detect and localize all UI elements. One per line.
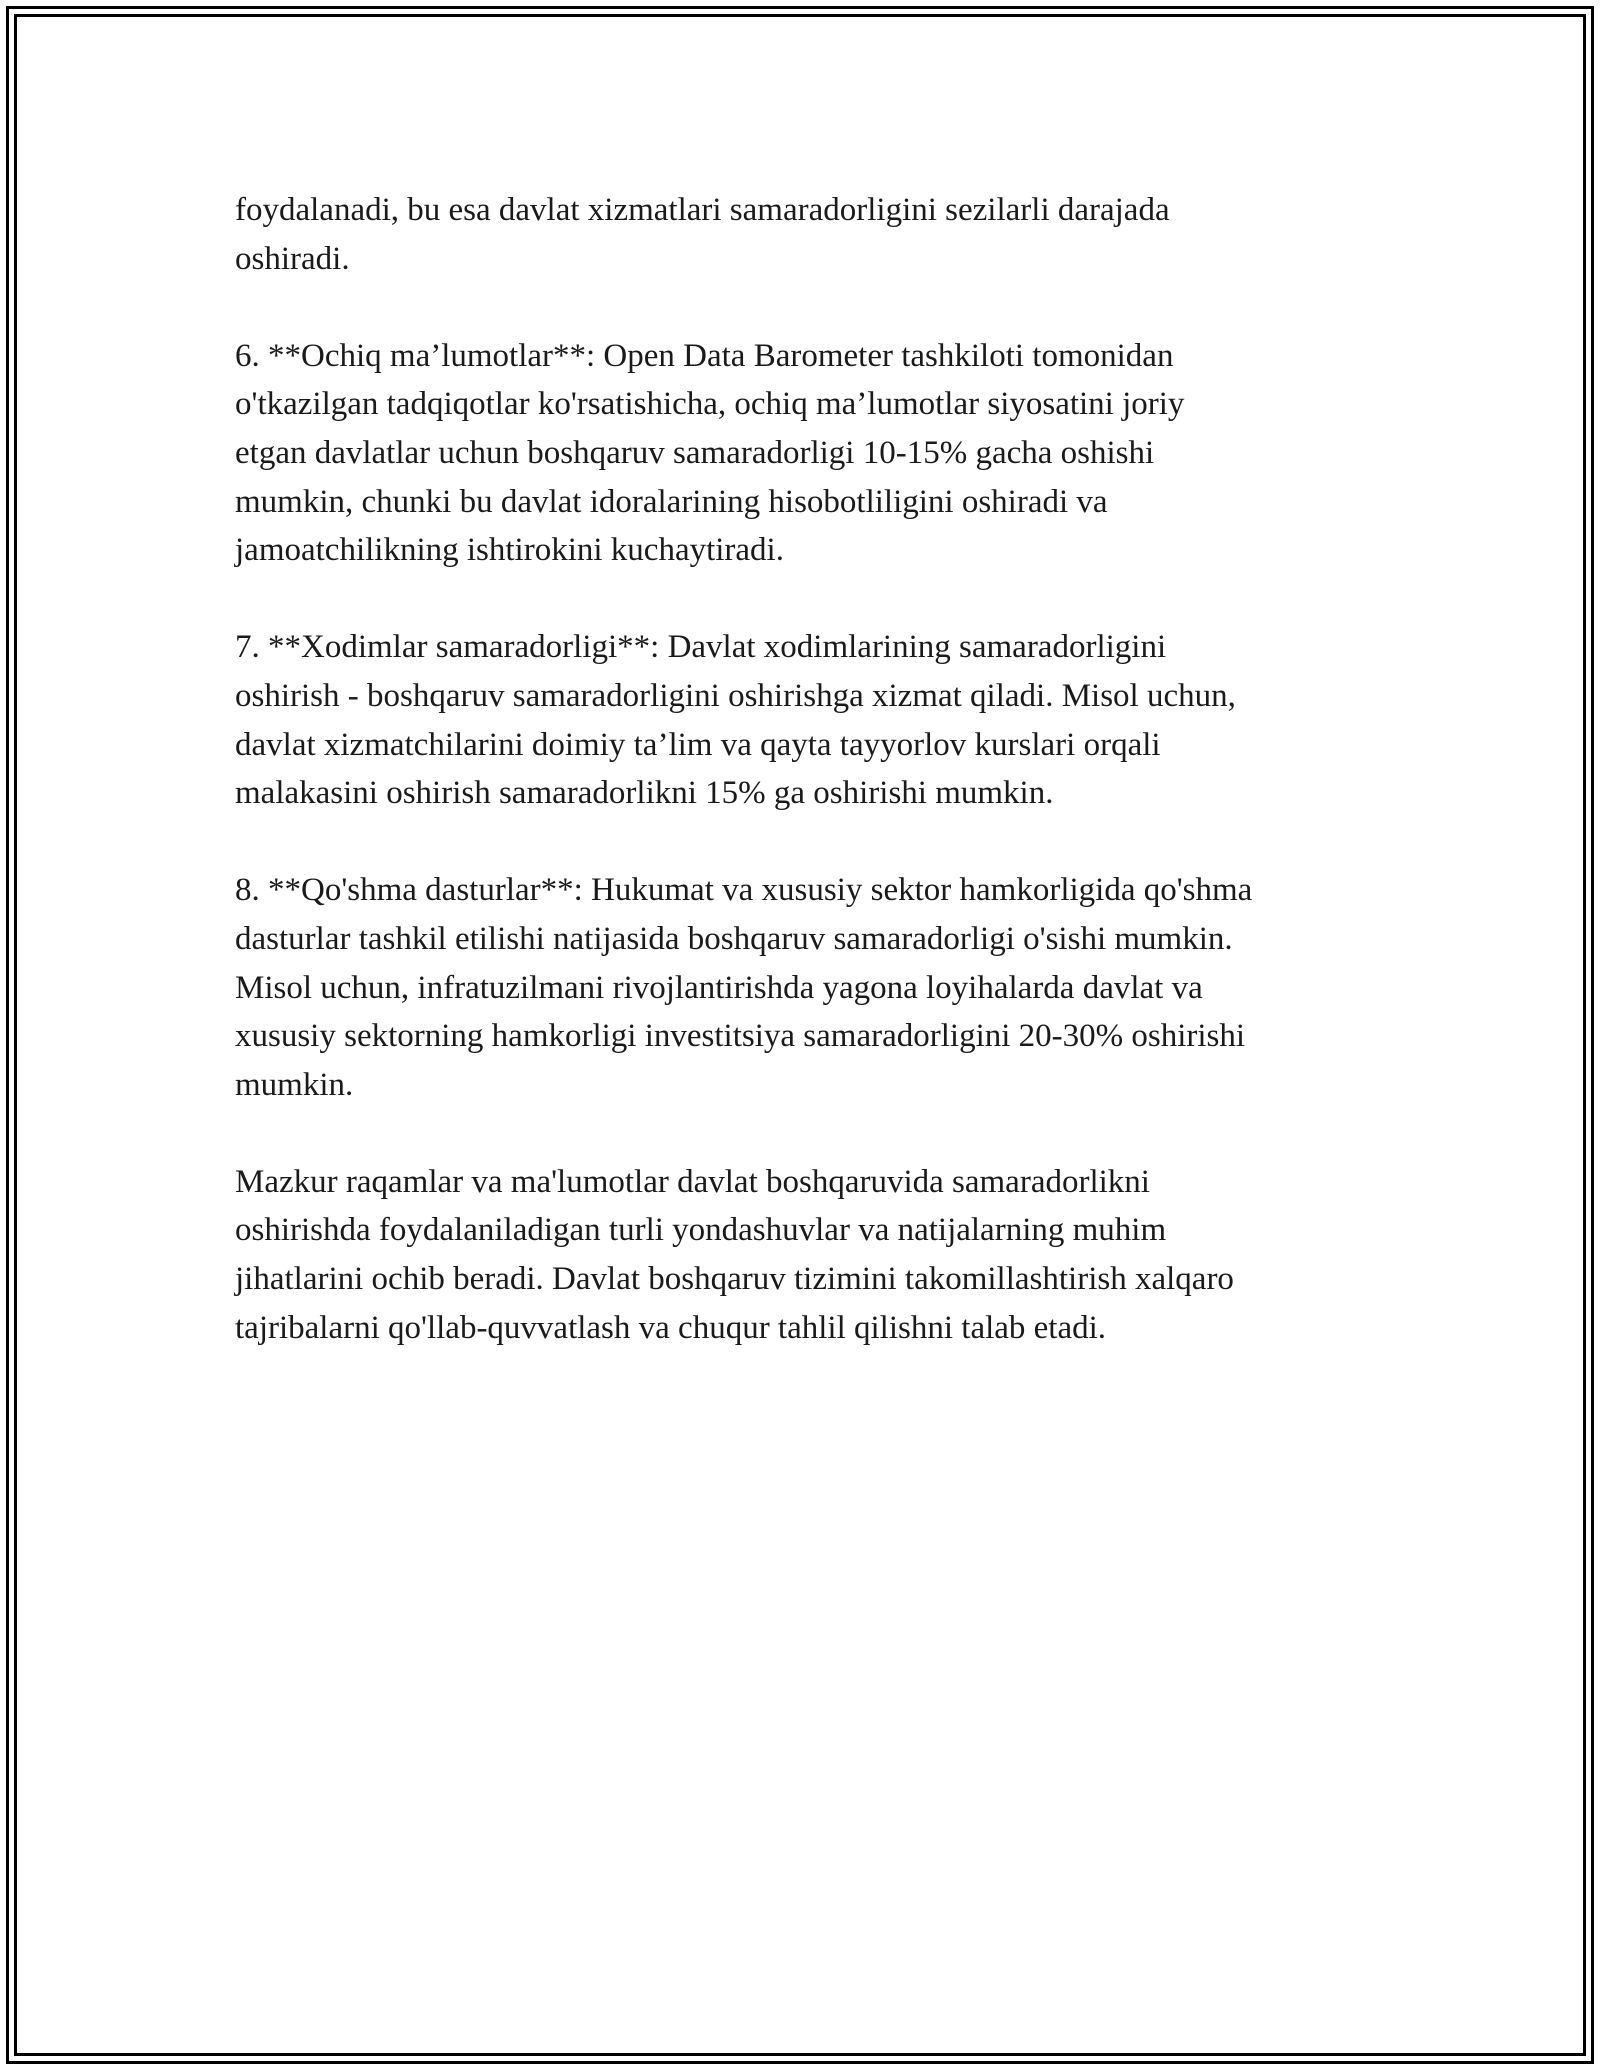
- paragraph-item-7-staff-efficiency: 7. **Xodimlar samaradorligi**: Davlat xodimlarining samaradorligini oshirish - boshqaruv samaradorligini oshirishga xizmat qiladi. Misol uchun, davlat xizmatchilarini doimiy ta’lim va qayta tayyorlov kurslari orqali malakasini oshirish samaradorlikni 15% ga oshirishi mumkin.: [235, 629, 1236, 812]
- document-body: [235, 186, 1395, 1401]
- paragraph-item-6-open-data: 6. **Ochiq ma’lumotlar**: Open Data Barometer tashkiloti tomonidan o'tkazilgan tadqiqotlar ko'rsatishicha, ochiq ma’lumotlar siyosatini joriy etgan davlatlar uchun boshqaruv samaradorligi 10-15% gacha oshishi mumkin, chunki bu davlat idoralarining hisobotliligini oshiradi va jamoatchilikning ishtirokini kuchaytiradi.: [235, 337, 1185, 569]
- paragraph-continuation: foydalanadi, bu esa davlat xizmatlari samaradorligini sezilarli darajada oshiradi.: [235, 192, 1170, 277]
- paragraph-item-8-joint-programs: 8. **Qo'shma dasturlar**: Hukumat va xususiy sektor hamkorligida qo'shma dasturlar tashkil etilishi natijasida boshqaruv samaradorligi o'sishi mumkin. Misol uchun, infratuzilmani rivojlantirishda yagona loyihalarda davlat va xususiy sektorning hamkorligi investitsiya samaradorligini 20-30% oshirishi mumkin.: [235, 872, 1253, 1103]
- paragraph-conclusion: Mazkur raqamlar va ma'lumotlar davlat boshqaruvida samaradorlikni oshirishda foydalaniladigan turli yondashuvlar va natijalarning muhim jihatlarini ochib beradi. Davlat boshqaruv tizimini takomillashtirish xalqaro tajribalarni qo'llab-quvvatlash va chuqur tahlil qilishni talab etadi.: [235, 1163, 1234, 1346]
